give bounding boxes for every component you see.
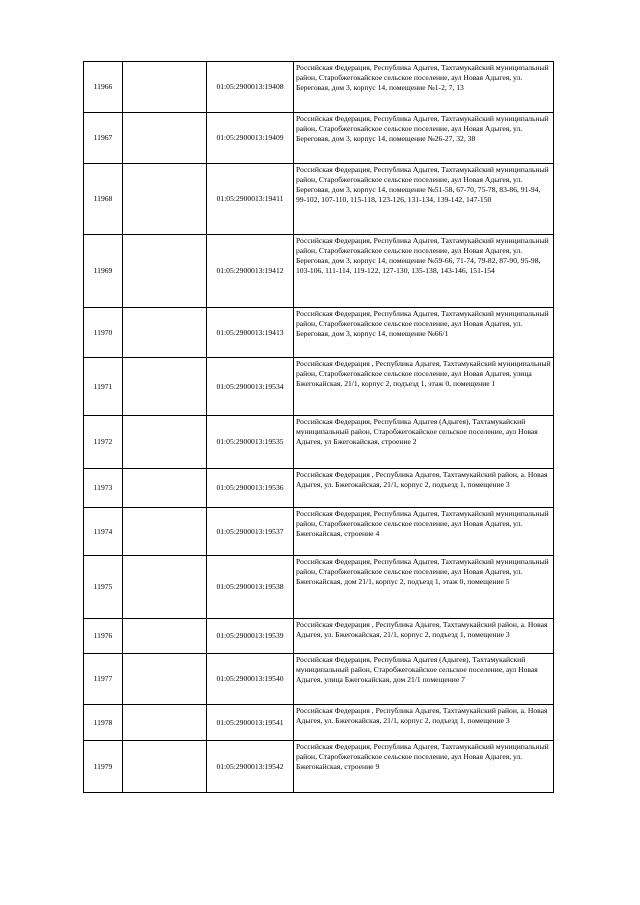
table-row (84, 508, 554, 556)
table-row (84, 416, 554, 469)
empty-cell (123, 469, 207, 508)
address-cell: Российская Федерация, Республика Адыгея, Тахтамукайский муниципальный район, Старобжегокайское сельское поселение, аул Новая Адыгея, ул. Береговая, дом 3, корпус 14, помещение №59-66, 71-74, 79-82, 87-90, 95-98, 103-106, 111-114, 119-122, 127-130, 135-138, 143-146, 151-154 (294, 235, 554, 308)
empty-cell (123, 741, 207, 793)
cadastral-number: 01:05:2900013:19409 (207, 113, 294, 164)
cadastral-number: 01:05:2900013:19538 (207, 556, 294, 619)
row-number: 11968 (84, 164, 123, 235)
cadastral-number: 01:05:2900013:19536 (207, 469, 294, 508)
address-cell: Российская Федерация, Республика Адыгея, Тахтамукайский муниципальный район, Старобжегокайское сельское поселение, аул Новая Адыгея, ул. Бжегокайская, дом 21/1, корпус 2, подъезд 1, этаж 0, помещение 5 (294, 556, 554, 619)
empty-cell (123, 113, 207, 164)
address-cell: Российская Федерация , Республика Адыгея, Тахтамукайский район, а. Новая Адыгея, ул. Бжегокайская, 21/1, корпус 2, подъезд 1, помещение 3 (294, 469, 554, 508)
cadastral-number: 01:05:2900013:19413 (207, 308, 294, 358)
empty-cell (123, 416, 207, 469)
address-cell: Российская Федерация , Республика Адыгея, Тахтамукайский муниципальный район, Старобжегокайское сельское поселение, аул Новая Адыгея, улица Бжегокайская, 21/1, корпус 2, подъезд 1, этаж 0, помещение 1 (294, 358, 554, 416)
table-row (84, 164, 554, 235)
empty-cell (123, 308, 207, 358)
address-cell: Российская Федерация, Республика Адыгея, Тахтамукайский муниципальный район, Старобжегокайское сельское поселение, аул Новая Адыгея, ул. Бжегокайская, строение 9 (294, 741, 554, 793)
table-row (84, 235, 554, 308)
table-row (84, 741, 554, 793)
empty-cell (123, 358, 207, 416)
table-row (84, 556, 554, 619)
row-number: 11966 (84, 62, 123, 113)
address-cell: Российская Федерация, Республика Адыгея, Тахтамукайский муниципальный район, Старобжегокайское сельское поселение, аул Новая Адыгея, ул. Бжегокайская, строение 4 (294, 508, 554, 556)
table-row (84, 62, 554, 113)
row-number: 11969 (84, 235, 123, 308)
row-number: 11977 (84, 654, 123, 705)
cadastral-number: 01:05:2900013:19542 (207, 741, 294, 793)
cadastral-number: 01:05:2900013:19541 (207, 705, 294, 741)
registry-table (83, 61, 554, 793)
row-number: 11973 (84, 469, 123, 508)
address-cell: Российская Федерация, Республика Адыгея, Тахтамукайский муниципальный район, Старобжегокайское сельское поселение, аул Новая Адыгея, ул. Береговая, дом 3, корпус 14, помещение №51-58, 67-70, 75-78, 83-86, 91-94, 99-102, 107-110, 115-118, 123-126, 131-134, 139-142, 147-150 (294, 164, 554, 235)
table-row (84, 705, 554, 741)
table-row (84, 619, 554, 654)
row-number: 11975 (84, 556, 123, 619)
row-number: 11967 (84, 113, 123, 164)
empty-cell (123, 508, 207, 556)
cadastral-number: 01:05:2900013:19412 (207, 235, 294, 308)
row-number: 11970 (84, 308, 123, 358)
address-cell: Российская Федерация, Республика Адыгея (Адыгея), Тахтамукайский муниципальный район, Старобжегокайское сельское поселение, аул Новая Адыгея, ул Бжегокайская, строение 2 (294, 416, 554, 469)
row-number: 11974 (84, 508, 123, 556)
table-row (84, 113, 554, 164)
address-cell: Российская Федерация, Республика Адыгея, Тахтамукайский муниципальный район, Старобжегокайское сельское поселение, аул Новая Адыгея, ул. Береговая, дом 3, корпус 14, помещение №66/1 (294, 308, 554, 358)
cadastral-number: 01:05:2900013:19534 (207, 358, 294, 416)
cadastral-number: 01:05:2900013:19537 (207, 508, 294, 556)
row-number: 11971 (84, 358, 123, 416)
cadastral-number: 01:05:2900013:19535 (207, 416, 294, 469)
address-cell: Российская Федерация, Республика Адыгея (Адыгея), Тахтамукайский муниципальный район, Старобжегокайское сельское поселение, аул Новая Адыгея, улица Бжегокайская, дом 21/1 помещение 7 (294, 654, 554, 705)
table-row (84, 358, 554, 416)
row-number: 11979 (84, 741, 123, 793)
address-cell: Российская Федерация , Республика Адыгея, Тахтамукайский район, а. Новая Адыгея, ул. Бжегокайская, 21/1, корпус 2, подъезд 1, помещение 3 (294, 705, 554, 741)
address-cell: Российская Федерация, Республика Адыгея, Тахтамукайский муниципальный район, Старобжегокайское сельское поселение, аул Новая Адыгея, ул. Береговая, дом 3, корпус 14, помещение №26-27, 32, 38 (294, 113, 554, 164)
empty-cell (123, 705, 207, 741)
empty-cell (123, 164, 207, 235)
address-cell: Российская Федерация, Республика Адыгея, Тахтамукайский муниципальный район, Старобжегокайское сельское поселение, аул Новая Адыгея, ул. Береговая, дом 3, корпус 14, помещение №1-2, 7, 13 (294, 62, 554, 113)
cadastral-number: 01:05:2900013:19408 (207, 62, 294, 113)
row-number: 11976 (84, 619, 123, 654)
table-row (84, 469, 554, 508)
empty-cell (123, 654, 207, 705)
row-number: 11972 (84, 416, 123, 469)
table-row (84, 308, 554, 358)
cadastral-number: 01:05:2900013:19411 (207, 164, 294, 235)
empty-cell (123, 62, 207, 113)
table-row (84, 654, 554, 705)
cadastral-number: 01:05:2900013:19539 (207, 619, 294, 654)
empty-cell (123, 619, 207, 654)
address-cell: Российская Федерация , Республика Адыгея, Тахтамукайский район, а. Новая Адыгея, ул. Бжегокайская, 21/1, корпус 2, подъезд 1, помещение 3 (294, 619, 554, 654)
empty-cell (123, 235, 207, 308)
empty-cell (123, 556, 207, 619)
row-number: 11978 (84, 705, 123, 741)
cadastral-number: 01:05:2900013:19540 (207, 654, 294, 705)
